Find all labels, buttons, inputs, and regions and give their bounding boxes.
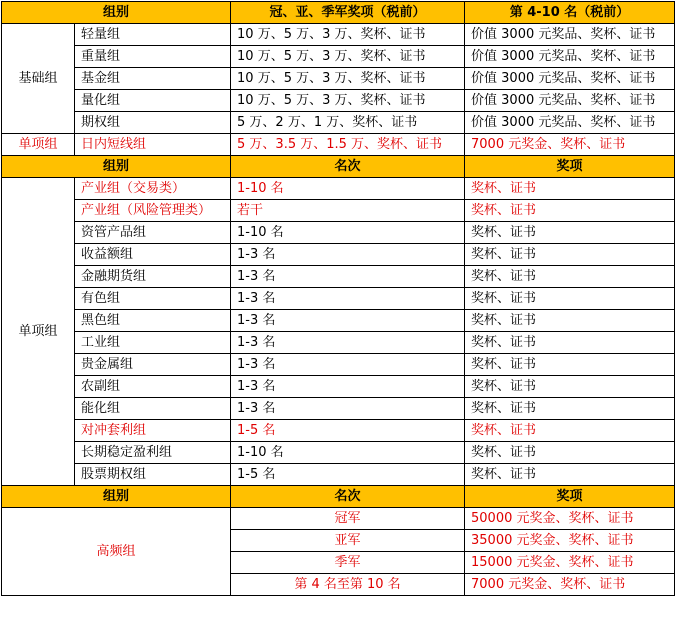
rank4-10-award: 价值 3000 元奖品、奖杯、证书	[465, 68, 675, 90]
awards-table	[1, 1, 675, 596]
award: 奖杯、证书	[465, 178, 675, 200]
header-row-3	[2, 486, 675, 508]
rank: 1-10 名	[231, 222, 465, 244]
rank: 1-5 名	[231, 464, 465, 486]
award: 奖杯、证书	[465, 288, 675, 310]
single-row	[2, 442, 675, 464]
group-name: 贵金属组	[75, 354, 231, 376]
single-row	[2, 222, 675, 244]
top3-award: 10 万、5 万、3 万、奖杯、证书	[231, 24, 465, 46]
single-row	[2, 376, 675, 398]
rank: 1-10 名	[231, 178, 465, 200]
single-row	[2, 332, 675, 354]
rank: 1-3 名	[231, 288, 465, 310]
hft-group-label: 高频组	[2, 508, 231, 596]
group-name: 农副组	[75, 376, 231, 398]
header-rank: 名次	[231, 156, 465, 178]
group-name: 股票期权组	[75, 464, 231, 486]
header-rank: 名次	[231, 486, 465, 508]
group-name: 收益额组	[75, 244, 231, 266]
intraday-row	[2, 134, 675, 156]
group-name: 金融期货组	[75, 266, 231, 288]
header-group: 组别	[2, 156, 231, 178]
group-name: 黑色组	[75, 310, 231, 332]
basic-row	[2, 68, 675, 90]
group-name: 期权组	[75, 112, 231, 134]
header-rank4-10: 第 4-10 名（税前）	[465, 2, 675, 24]
award: 奖杯、证书	[465, 420, 675, 442]
group-name: 重量组	[75, 46, 231, 68]
header-award: 奖项	[465, 156, 675, 178]
single-row	[2, 288, 675, 310]
rank: 若干	[231, 200, 465, 222]
award: 奖杯、证书	[465, 310, 675, 332]
top3-award: 10 万、5 万、3 万、奖杯、证书	[231, 90, 465, 112]
award: 15000 元奖金、奖杯、证书	[465, 552, 675, 574]
award: 奖杯、证书	[465, 398, 675, 420]
rank: 1-3 名	[231, 332, 465, 354]
top3-award: 10 万、5 万、3 万、奖杯、证书	[231, 68, 465, 90]
rank4-10-award: 价值 3000 元奖品、奖杯、证书	[465, 90, 675, 112]
basic-row	[2, 90, 675, 112]
group-name: 日内短线组	[75, 134, 231, 156]
hft-row	[2, 508, 675, 530]
rank4-10-award: 7000 元奖金、奖杯、证书	[465, 134, 675, 156]
group-name: 工业组	[75, 332, 231, 354]
award: 奖杯、证书	[465, 376, 675, 398]
rank4-10-award: 价值 3000 元奖品、奖杯、证书	[465, 24, 675, 46]
award: 奖杯、证书	[465, 244, 675, 266]
awards-table-body	[2, 2, 675, 596]
group-name: 资管产品组	[75, 222, 231, 244]
group-name: 轻量组	[75, 24, 231, 46]
group-name: 有色组	[75, 288, 231, 310]
award: 7000 元奖金、奖杯、证书	[465, 574, 675, 596]
rank: 冠军	[231, 508, 465, 530]
rank: 1-3 名	[231, 266, 465, 288]
rank: 亚军	[231, 530, 465, 552]
award: 奖杯、证书	[465, 200, 675, 222]
intraday-group-label: 单项组	[2, 134, 75, 156]
group-name: 基金组	[75, 68, 231, 90]
single-row	[2, 178, 675, 200]
award: 50000 元奖金、奖杯、证书	[465, 508, 675, 530]
single-row	[2, 266, 675, 288]
single-row	[2, 464, 675, 486]
rank: 季军	[231, 552, 465, 574]
header-award: 奖项	[465, 486, 675, 508]
header-row-2	[2, 156, 675, 178]
award: 奖杯、证书	[465, 332, 675, 354]
group-name: 对冲套利组	[75, 420, 231, 442]
rank: 1-3 名	[231, 310, 465, 332]
group-name: 能化组	[75, 398, 231, 420]
rank: 1-5 名	[231, 420, 465, 442]
rank: 1-3 名	[231, 354, 465, 376]
single-row	[2, 420, 675, 442]
rank: 1-3 名	[231, 376, 465, 398]
award: 35000 元奖金、奖杯、证书	[465, 530, 675, 552]
single-row	[2, 354, 675, 376]
rank: 1-3 名	[231, 398, 465, 420]
basic-row	[2, 24, 675, 46]
single-row	[2, 310, 675, 332]
top3-award: 5 万、2 万、1 万、奖杯、证书	[231, 112, 465, 134]
header-group: 组别	[2, 2, 231, 24]
single-row	[2, 398, 675, 420]
single-group-label: 单项组	[2, 178, 75, 486]
basic-row	[2, 112, 675, 134]
rank4-10-award: 价值 3000 元奖品、奖杯、证书	[465, 112, 675, 134]
group-name: 量化组	[75, 90, 231, 112]
award: 奖杯、证书	[465, 442, 675, 464]
award: 奖杯、证书	[465, 222, 675, 244]
rank: 第 4 名至第 10 名	[231, 574, 465, 596]
award: 奖杯、证书	[465, 266, 675, 288]
basic-row	[2, 46, 675, 68]
group-name: 长期稳定盈利组	[75, 442, 231, 464]
top3-award: 10 万、5 万、3 万、奖杯、证书	[231, 46, 465, 68]
rank4-10-award: 价值 3000 元奖品、奖杯、证书	[465, 46, 675, 68]
award: 奖杯、证书	[465, 354, 675, 376]
header-top3: 冠、亚、季军奖项（税前）	[231, 2, 465, 24]
header-row-1	[2, 2, 675, 24]
rank: 1-10 名	[231, 442, 465, 464]
award: 奖杯、证书	[465, 464, 675, 486]
rank: 1-3 名	[231, 244, 465, 266]
single-row	[2, 200, 675, 222]
top3-award: 5 万、3.5 万、1.5 万、奖杯、证书	[231, 134, 465, 156]
single-row	[2, 244, 675, 266]
header-group: 组别	[2, 486, 231, 508]
basic-group-label: 基础组	[2, 24, 75, 134]
group-name: 产业组（交易类）	[75, 178, 231, 200]
group-name: 产业组（风险管理类）	[75, 200, 231, 222]
